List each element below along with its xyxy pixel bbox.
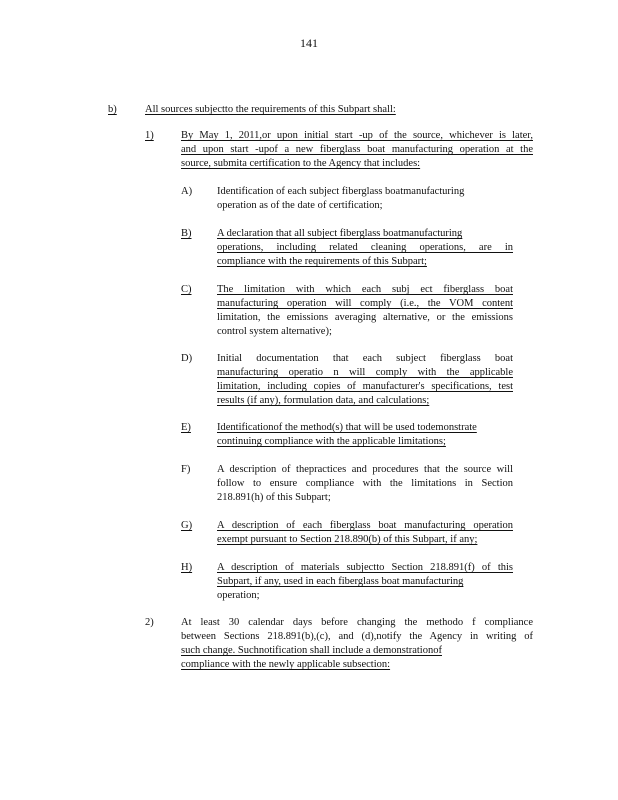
text-line: Subpart, if any, used in each fiberglass boat manufacturing bbox=[217, 576, 464, 587]
text-line: Initial documentation that each subject fiberglass boat bbox=[217, 353, 513, 364]
text-line: operations, including related cleaning operations, are in bbox=[217, 242, 513, 253]
text-line: A description of thepractices and procedures that the source will bbox=[217, 464, 513, 475]
sub-item-e-label: E) bbox=[181, 422, 191, 433]
item-1-text bbox=[181, 129, 533, 171]
text-line: At least 30 calendar days before changing the methodo f compliance bbox=[181, 617, 533, 628]
text-line: manufacturing operation will comply (i.e., the VOM content bbox=[217, 298, 513, 309]
item-1 bbox=[145, 129, 533, 171]
text-line: follow to ensure compliance with the limitations in Section bbox=[217, 478, 513, 489]
sub-item-g-label: G) bbox=[181, 520, 193, 531]
section-b-text: All sources subjectto the requirements of this Subpart shall: bbox=[145, 104, 396, 115]
text-line: limitation, including copies of manufacturer's specifications, test bbox=[217, 381, 513, 392]
text-line: limitation, the emissions averaging alternative, or the emissions bbox=[217, 312, 513, 323]
text-line: A declaration that all subject fiberglass boatmanufacturing bbox=[217, 228, 463, 239]
sub-item-b bbox=[181, 227, 513, 269]
text-line: manufacturing operatio n will comply with the applicable bbox=[217, 367, 513, 378]
text-line: A description of each fiberglass boat manufacturing operation bbox=[217, 520, 513, 531]
item-1-label: 1) bbox=[145, 130, 154, 141]
item-2 bbox=[145, 616, 533, 672]
text-line: By May 1, 2011,or upon initial start -up of the source, whichever is later, bbox=[181, 130, 533, 141]
text-line: 218.891(h) of this Subpart; bbox=[217, 492, 331, 503]
sub-item-h-label: H) bbox=[181, 562, 193, 573]
sub-item-d bbox=[181, 352, 513, 408]
text-line: operation; bbox=[217, 590, 260, 601]
sub-item-b-label: B) bbox=[181, 228, 192, 239]
text-line: and upon start -upof a new fiberglass boat manufacturing operation at the bbox=[181, 144, 533, 155]
text-line: control system alternative); bbox=[217, 326, 332, 337]
sub-item-e bbox=[181, 421, 513, 449]
text-line: The limitation with which each subj ect fiberglass boat bbox=[217, 284, 513, 295]
page-number: 141 bbox=[300, 36, 318, 50]
item-2-text bbox=[181, 616, 533, 672]
text-line: between Sections 218.891(b),(c), and (d),notify the Agency in writing of bbox=[181, 631, 533, 642]
text-line: A description of materials subjectto Section 218.891(f) of this bbox=[217, 562, 513, 573]
sub-item-f-text bbox=[217, 463, 513, 505]
sub-item-c bbox=[181, 283, 513, 339]
text-line: exempt pursuant to Section 218.890(b) of this Subpart, if any; bbox=[217, 534, 478, 545]
sub-item-e-text bbox=[217, 421, 513, 449]
item-2-label: 2) bbox=[145, 617, 154, 628]
section-b-label: b) bbox=[108, 104, 117, 115]
text-line: source, submita certification to the Agency that includes: bbox=[181, 158, 421, 169]
sub-item-f-label: F) bbox=[181, 464, 191, 475]
section-b bbox=[108, 103, 396, 117]
text-line: compliance with the newly applicable subsection: bbox=[181, 659, 391, 670]
text-line: compliance with the requirements of this Subpart; bbox=[217, 256, 427, 267]
sub-item-a bbox=[181, 185, 513, 213]
sub-item-c-text bbox=[217, 283, 513, 339]
text-line: Identification of each subject fiberglass boatmanufacturing bbox=[217, 186, 465, 197]
text-line: continuing compliance with the applicable limitations; bbox=[217, 436, 446, 447]
text-line: Identificationof the method(s) that will be used todemonstrate bbox=[217, 422, 477, 433]
text-line: results (if any), formulation data, and calculations; bbox=[217, 395, 430, 406]
sub-item-d-text bbox=[217, 352, 513, 408]
text-line: operation as of the date of certification; bbox=[217, 200, 383, 211]
sub-item-g-text bbox=[217, 519, 513, 547]
sub-item-a-text bbox=[217, 185, 513, 213]
sub-item-h bbox=[181, 561, 513, 603]
sub-item-f bbox=[181, 463, 513, 505]
text-line: such change. Suchnotification shall include a demonstrationof bbox=[181, 645, 442, 656]
sub-item-c-label: C) bbox=[181, 284, 192, 295]
sub-item-a-label: A) bbox=[181, 186, 193, 197]
sub-item-d-label: D) bbox=[181, 353, 193, 364]
sub-item-b-text bbox=[217, 227, 513, 269]
sub-item-h-text bbox=[217, 561, 513, 603]
sub-item-g bbox=[181, 519, 513, 547]
